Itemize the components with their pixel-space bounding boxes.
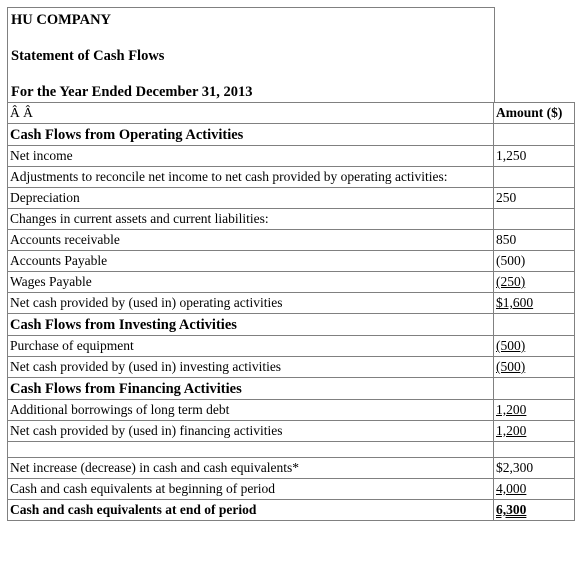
row-amount-cell bbox=[494, 442, 575, 458]
row-amount-cell bbox=[494, 479, 575, 500]
row-label: Net cash provided by (used in) investing activities bbox=[8, 357, 494, 378]
row-amount: 1,250 bbox=[496, 148, 527, 163]
table-row bbox=[8, 479, 575, 500]
row-amount: (250) bbox=[496, 274, 526, 289]
row-amount: 1,200 bbox=[496, 402, 527, 417]
table-row bbox=[8, 167, 575, 188]
row-label: Wages Payable bbox=[8, 272, 494, 293]
row-amount-cell bbox=[494, 500, 575, 521]
row-label: Accounts receivable bbox=[8, 230, 494, 251]
section-header-row bbox=[8, 124, 575, 146]
row-amount: $2,300 bbox=[496, 460, 534, 475]
row-amount: 1,200 bbox=[496, 423, 527, 438]
row-amount-cell bbox=[494, 336, 575, 357]
table-row bbox=[8, 251, 575, 272]
row-label: Cash and cash equivalents at beginning of period bbox=[8, 479, 494, 500]
row-label: Cash Flows from Investing Activities bbox=[8, 314, 494, 336]
row-label: Net cash provided by (used in) financing activities bbox=[8, 421, 494, 442]
row-amount-cell bbox=[494, 314, 575, 336]
row-amount-cell bbox=[494, 357, 575, 378]
table-row bbox=[8, 230, 575, 251]
row-label: Depreciation bbox=[8, 188, 494, 209]
row-amount-cell bbox=[494, 458, 575, 479]
row-label: Net cash provided by (used in) operating activities bbox=[8, 293, 494, 314]
row-label: Additional borrowings of long term debt bbox=[8, 400, 494, 421]
row-label: Cash Flows from Operating Activities bbox=[8, 124, 494, 146]
row-amount: (500) bbox=[496, 359, 526, 374]
table-row bbox=[8, 146, 575, 167]
row-label: Net increase (decrease) in cash and cash equivalents* bbox=[8, 458, 494, 479]
table-row bbox=[8, 293, 575, 314]
row-amount-cell bbox=[494, 188, 575, 209]
table-row bbox=[8, 209, 575, 230]
section-header-row bbox=[8, 378, 575, 400]
row-amount-cell bbox=[494, 124, 575, 146]
company-name: HU COMPANY bbox=[11, 12, 112, 28]
statement-title: Statement of Cash Flows bbox=[11, 48, 165, 64]
row-amount-cell bbox=[494, 146, 575, 167]
row-amount-cell bbox=[494, 230, 575, 251]
row-label: Cash and cash equivalents at end of period bbox=[8, 500, 494, 521]
row-amount-cell bbox=[494, 272, 575, 293]
row-amount: 4,000 bbox=[496, 481, 527, 496]
statement-period: For the Year Ended December 31, 2013 bbox=[11, 84, 253, 100]
corner-label: Â Â bbox=[8, 103, 494, 124]
row-amount: $1,600 bbox=[496, 295, 534, 310]
row-amount: 6,300 bbox=[496, 502, 527, 517]
row-amount: (500) bbox=[496, 338, 526, 353]
row-amount-cell bbox=[494, 421, 575, 442]
row-label: Cash Flows from Financing Activities bbox=[8, 378, 494, 400]
row-label: Adjustments to reconcile net income to net cash provided by operating activities: bbox=[8, 167, 494, 188]
row-amount-cell bbox=[494, 293, 575, 314]
amount-column-header: Amount ($) bbox=[494, 103, 575, 124]
table-row bbox=[8, 336, 575, 357]
row-amount-cell bbox=[494, 400, 575, 421]
row-amount-cell bbox=[494, 378, 575, 400]
table-row bbox=[8, 272, 575, 293]
row-label bbox=[8, 442, 494, 458]
row-label: Accounts Payable bbox=[8, 251, 494, 272]
table-row bbox=[8, 357, 575, 378]
column-header-row bbox=[8, 103, 575, 124]
table-row bbox=[8, 458, 575, 479]
spacer-row bbox=[8, 442, 575, 458]
row-label: Net income bbox=[8, 146, 494, 167]
row-amount-cell bbox=[494, 167, 575, 188]
section-header-row bbox=[8, 314, 575, 336]
table-row bbox=[8, 400, 575, 421]
row-label: Purchase of equipment bbox=[8, 336, 494, 357]
table-row bbox=[8, 421, 575, 442]
row-amount-cell bbox=[494, 251, 575, 272]
cash-flow-table bbox=[7, 102, 575, 521]
row-amount: (500) bbox=[496, 253, 526, 268]
statement-header bbox=[7, 7, 495, 103]
table-row bbox=[8, 500, 575, 521]
row-amount: 250 bbox=[496, 190, 517, 205]
row-amount: 850 bbox=[496, 232, 517, 247]
table-row bbox=[8, 188, 575, 209]
row-amount-cell bbox=[494, 209, 575, 230]
row-label: Changes in current assets and current liabilities: bbox=[8, 209, 494, 230]
